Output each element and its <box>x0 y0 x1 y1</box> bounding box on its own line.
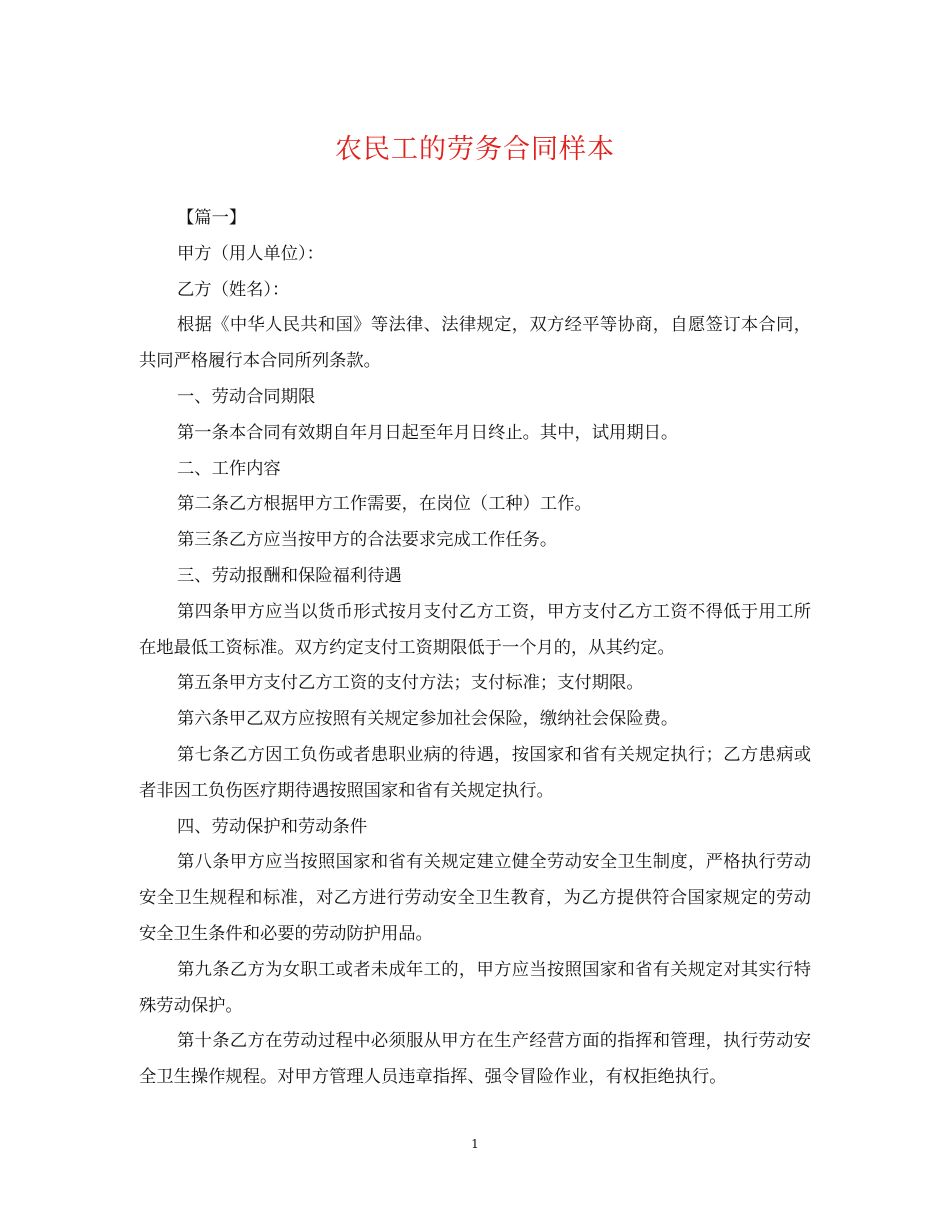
article-1: 第一条本合同有效期自年月日起至年月日终止。其中，试用期日。 <box>177 422 679 443</box>
article-2: 第二条乙方根据甲方工作需要，在岗位（工种）工作。 <box>177 494 592 515</box>
article-8: 第八条甲方应当按照国家和省有关规定建立健全劳动安全卫生制度，严格执行劳动安全卫生规程和标准，对乙方进行劳动安全卫生教育，为乙方提供符合国家规定的劳动安全卫生条件和必要的劳动防护用品。 <box>139 852 811 944</box>
page-number: 1 <box>471 1137 479 1151</box>
paragraph-party-a: 甲方（用人单位）： <box>177 243 324 264</box>
heading-labor-protection: 四、劳动保护和劳动条件 <box>177 816 368 837</box>
heading-contract-term: 一、劳动合同期限 <box>177 386 316 407</box>
heading-remuneration: 三、劳动报酬和保险福利待遇 <box>177 565 402 586</box>
paragraph-section-marker: 【篇一】 <box>177 208 247 228</box>
article-7: 第七条乙方因工负伤或者患职业病的待遇，按国家和省有关规定执行；乙方患病或者非因工负伤医疗期待遇按照国家和省有关规定执行。 <box>139 744 811 801</box>
article-3: 第三条乙方应当按甲方的合法要求完成工作任务。 <box>177 530 558 551</box>
article-5: 第五条甲方支付乙方工资的支付方法；支付标准；支付期限。 <box>177 673 644 694</box>
article-10: 第十条乙方在劳动过程中必须服从甲方在生产经营方面的指挥和管理，执行劳动安全卫生操作规程。对甲方管理人员违章指挥、强令冒险作业，有权拒绝执行。 <box>139 1031 811 1088</box>
document-title: 农民工的劳务合同样本 <box>335 134 615 165</box>
article-4: 第四条甲方应当以货币形式按月支付乙方工资，甲方支付乙方工资不得低于用工所在地最低工资标准。双方约定支付工资期限低于一个月的，从其约定。 <box>139 601 811 658</box>
document-body <box>139 201 811 1096</box>
heading-work-content: 二、工作内容 <box>177 458 281 479</box>
paragraph-party-b: 乙方（姓名）： <box>177 279 290 300</box>
paragraph-preamble: 根据《中华人民共和国》等法律、法律规定，双方经平等协商，自愿签订本合同，共同严格履行本合同所列条款。 <box>139 315 811 372</box>
article-9: 第九条乙方为女职工或者未成年工的，甲方应当按照国家和省有关规定对其实行特殊劳动保护。 <box>139 959 811 1016</box>
article-6: 第六条甲乙双方应按照有关规定参加社会保险，缴纳社会保险费。 <box>177 709 679 730</box>
